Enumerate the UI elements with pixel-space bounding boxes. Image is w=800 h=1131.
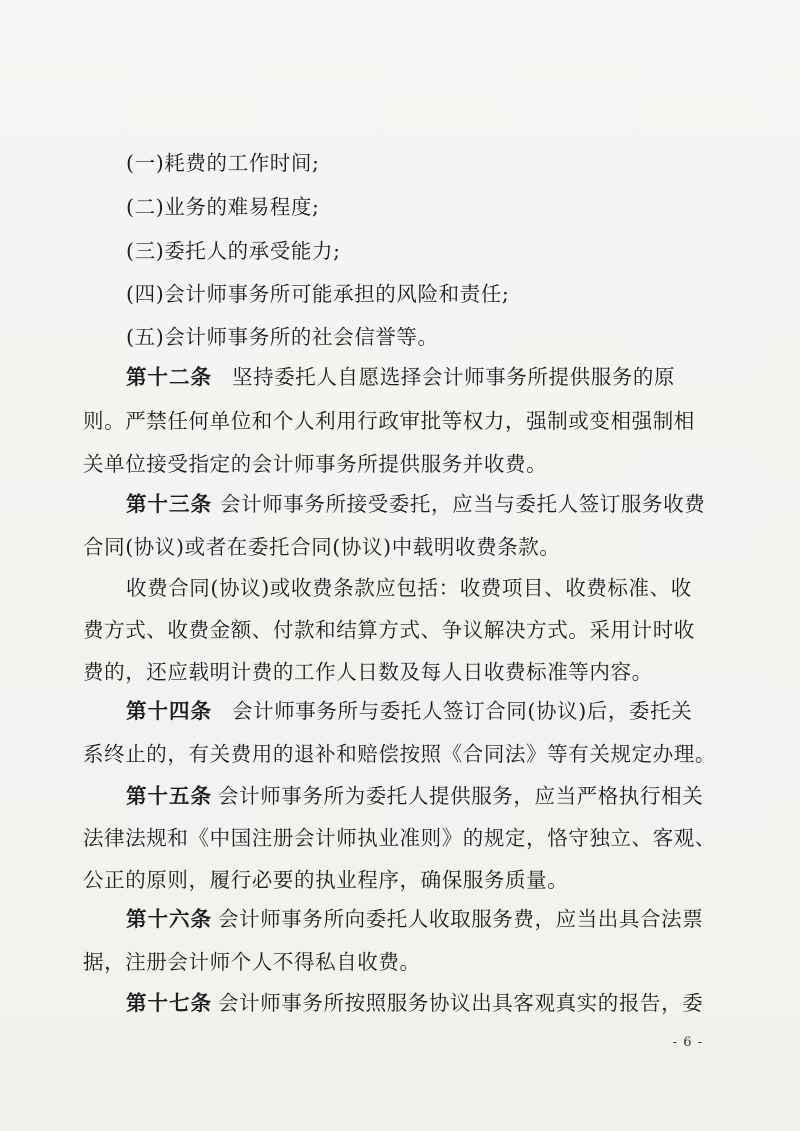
article-17-text: 会计师事务所按照服务协议出具客观真实的报告，委 [218, 991, 704, 1015]
article-15-line: 法律法规和《中国注册会计师执业准则》的规定，恪守独立、客观、 [83, 826, 716, 850]
paragraph-line: 费的，还应载明计费的工作人日数及每人日收费标准等内容。 [83, 660, 653, 684]
article-12-label: 第十二条 [126, 365, 212, 389]
article-14-line [126, 695, 766, 727]
article-17-line [126, 987, 766, 1019]
list-item: (二)业务的难易程度; [126, 195, 320, 219]
article-16-text: 会计师事务所向委托人收取服务费，应当出具合法票 [218, 907, 704, 931]
article-12-text: 坚持委托人自愿选择会计师事务所提供服务的原 [232, 365, 676, 389]
article-15-line [126, 780, 766, 812]
article-15-text: 会计师事务所为委托人提供服务，应当严格执行相关 [218, 784, 704, 808]
list-item: (四)会计师事务所可能承担的风险和责任; [126, 282, 510, 306]
article-16-line [126, 903, 766, 935]
article-12-line: 关单位接受指定的会计师事务所提供服务并收费。 [83, 452, 548, 476]
article-13-label: 第十三条 [126, 492, 212, 516]
article-14-label: 第十四条 [126, 699, 212, 723]
article-13-text: 会计师事务所接受委托，应当与委托人签订服务收费 [220, 492, 706, 516]
list-item: (五)会计师事务所的社会信誉等。 [126, 325, 439, 349]
article-13-line [126, 488, 766, 520]
article-17-label: 第十七条 [126, 991, 212, 1015]
paragraph-line: 收费合同(协议)或收费条款应包括：收费项目、收费标准、收 [126, 576, 692, 600]
article-13-line: 合同(协议)或者在委托合同(协议)中载明收费条款。 [83, 535, 561, 559]
page-number: - 6 - [672, 1035, 703, 1050]
article-14-line: 系终止的，有关费用的退补和赔偿按照《合同法》等有关规定办理。 [83, 742, 716, 766]
article-15-label: 第十五条 [126, 784, 212, 808]
article-12-line: 则。严禁任何单位和个人利用行政审批等权力，强制或变相强制相 [83, 409, 695, 433]
paragraph-line: 费方式、收费金额、付款和结算方式、争议解决方式。采用计时收 [83, 618, 695, 642]
list-item: (一)耗费的工作时间; [126, 151, 320, 175]
list-item: (三)委托人的承受能力; [126, 239, 341, 263]
article-12-line [126, 361, 766, 393]
article-14-text: 会计师事务所与委托人签订合同(协议)后，委托关 [232, 699, 693, 723]
article-16-label: 第十六条 [126, 907, 212, 931]
article-15-line: 公正的原则，履行必要的执业程序，确保服务质量。 [83, 868, 569, 892]
article-16-line: 据，注册会计师个人不得私自收费。 [83, 950, 421, 974]
